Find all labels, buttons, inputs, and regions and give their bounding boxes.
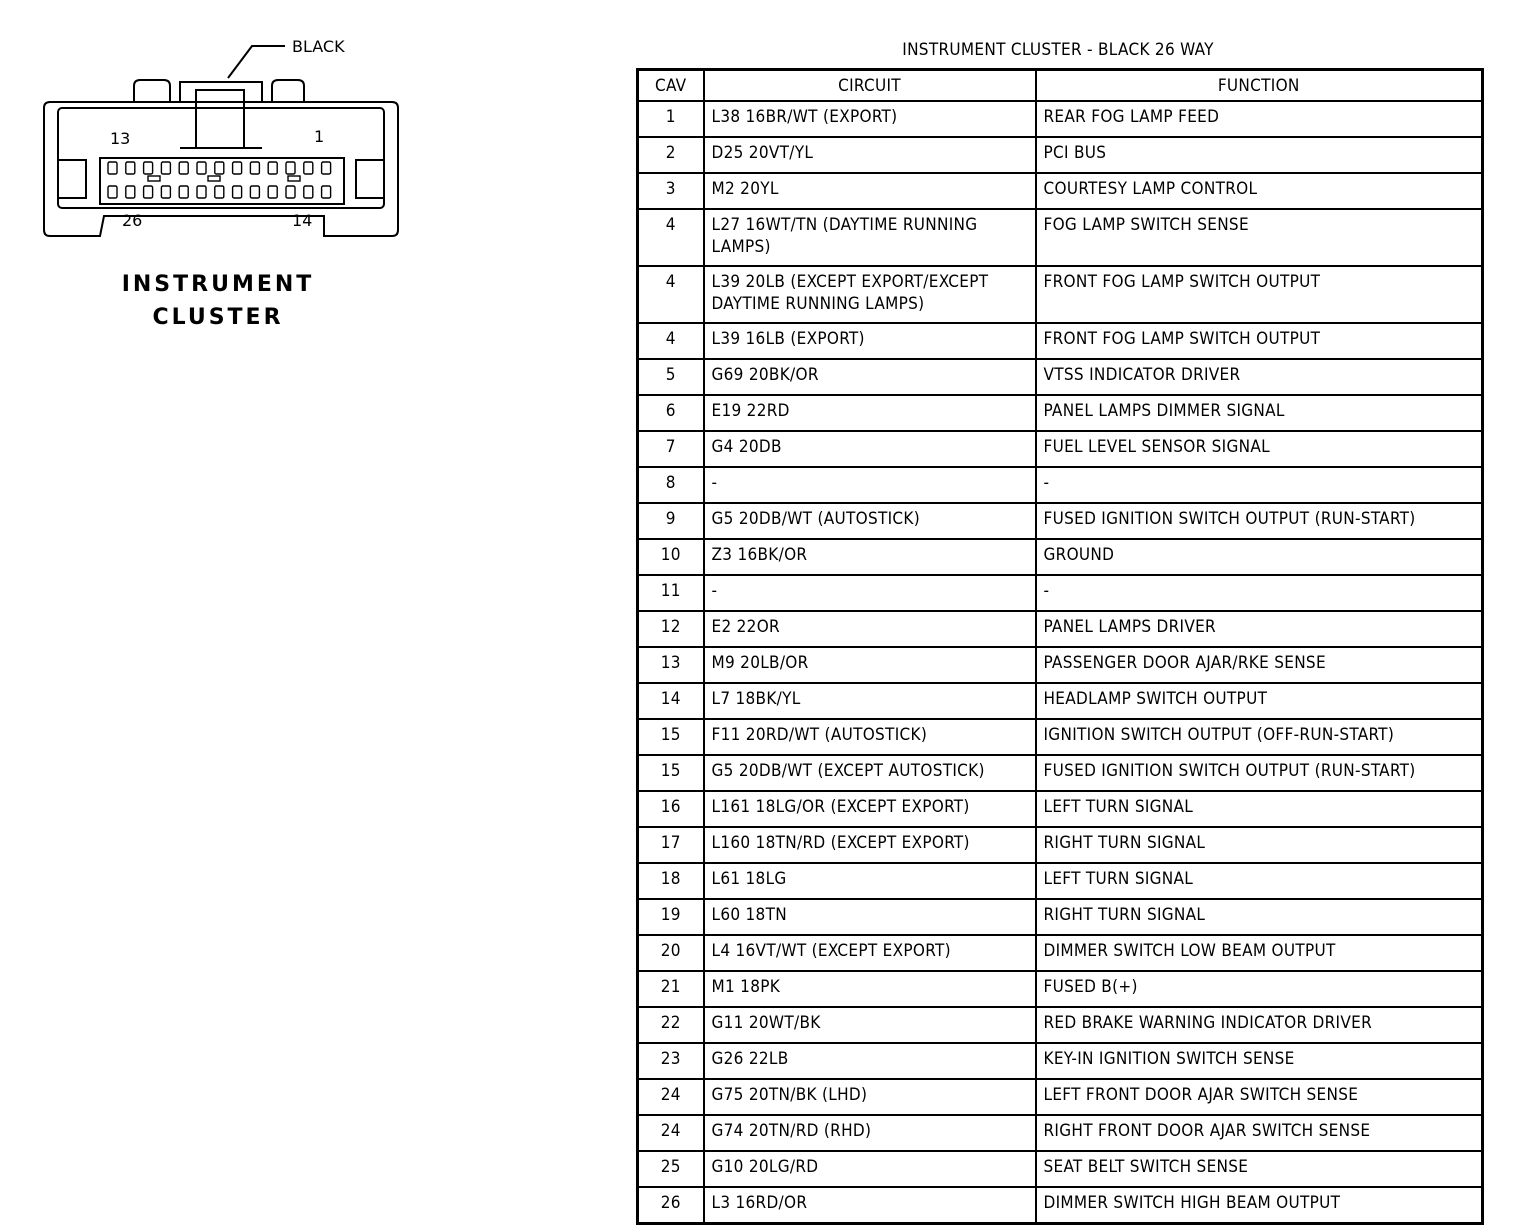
pin-cavity [161, 162, 170, 174]
cav-cell: 18 [638, 863, 704, 899]
table-row [638, 863, 1483, 899]
function-cell: RED BRAKE WARNING INDICATOR DRIVER [1036, 1007, 1483, 1043]
circuit-cell: L60 18TN [704, 899, 1036, 935]
pin-cavity [250, 186, 259, 198]
circuit-cell: L160 18TN/RD (EXCEPT EXPORT) [704, 827, 1036, 863]
keying-slot [288, 176, 300, 181]
pin-label-26: 26 [122, 211, 143, 230]
keying-slot [148, 176, 160, 181]
function-cell: FUSED IGNITION SWITCH OUTPUT (RUN-START) [1036, 503, 1483, 539]
cav-cell: 16 [638, 791, 704, 827]
circuit-cell: G11 20WT/BK [704, 1007, 1036, 1043]
pin-cavity [108, 186, 117, 198]
function-cell: SEAT BELT SWITCH SENSE [1036, 1151, 1483, 1187]
cav-cell: 1 [638, 101, 704, 137]
function-cell: DIMMER SWITCH LOW BEAM OUTPUT [1036, 935, 1483, 971]
table-row [638, 323, 1483, 359]
cav-cell: 20 [638, 935, 704, 971]
function-cell: RIGHT TURN SIGNAL [1036, 899, 1483, 935]
cav-cell: 24 [638, 1079, 704, 1115]
pin-cavity [144, 186, 153, 198]
pin-cavity [322, 186, 331, 198]
cav-cell: 23 [638, 1043, 704, 1079]
cav-cell: 21 [638, 971, 704, 1007]
function-cell: FUEL LEVEL SENSOR SIGNAL [1036, 431, 1483, 467]
cav-cell: 9 [638, 503, 704, 539]
cav-cell: 4 [638, 323, 704, 359]
function-cell: IGNITION SWITCH OUTPUT (OFF-RUN-START) [1036, 719, 1483, 755]
cav-cell: 26 [638, 1187, 704, 1224]
table-row [638, 1115, 1483, 1151]
circuit-cell: G5 20DB/WT (EXCEPT AUTOSTICK) [704, 755, 1036, 791]
pin-cavity [233, 186, 242, 198]
pin-label-13: 13 [110, 129, 131, 148]
circuit-cell: G4 20DB [704, 431, 1036, 467]
circuit-cell: G5 20DB/WT (AUTOSTICK) [704, 503, 1036, 539]
table-row [638, 1151, 1483, 1187]
function-cell: - [1036, 467, 1483, 503]
connector-pins [108, 162, 331, 198]
table-row [638, 431, 1483, 467]
function-cell: PANEL LAMPS DIMMER SIGNAL [1036, 395, 1483, 431]
cav-cell: 12 [638, 611, 704, 647]
table-row [638, 935, 1483, 971]
cav-cell: 19 [638, 899, 704, 935]
header-cav: CAV [638, 70, 704, 102]
table-row [638, 719, 1483, 755]
function-cell: REAR FOG LAMP FEED [1036, 101, 1483, 137]
table-row [638, 899, 1483, 935]
function-cell: PASSENGER DOOR AJAR/RKE SENSE [1036, 647, 1483, 683]
circuit-cell: G26 22LB [704, 1043, 1036, 1079]
function-cell: LEFT FRONT DOOR AJAR SWITCH SENSE [1036, 1079, 1483, 1115]
cav-cell: 22 [638, 1007, 704, 1043]
table-row [638, 1187, 1483, 1224]
function-cell: RIGHT TURN SIGNAL [1036, 827, 1483, 863]
table-row [638, 503, 1483, 539]
header-function: FUNCTION [1036, 70, 1483, 102]
cav-cell: 17 [638, 827, 704, 863]
circuit-cell: - [704, 467, 1036, 503]
pin-cavity [144, 162, 153, 174]
circuit-cell: L3 16RD/OR [704, 1187, 1036, 1224]
pin-cavity [322, 162, 331, 174]
pin-label-14: 14 [292, 211, 313, 230]
pin-cavity [268, 186, 277, 198]
circuit-cell: D25 20VT/YL [704, 137, 1036, 173]
table-row [638, 173, 1483, 209]
table-row [638, 611, 1483, 647]
circuit-cell: E19 22RD [704, 395, 1036, 431]
table-row [638, 575, 1483, 611]
cav-cell: 10 [638, 539, 704, 575]
circuit-cell: G10 20LG/RD [704, 1151, 1036, 1187]
connector-diagram [30, 30, 410, 245]
circuit-cell: - [704, 575, 1036, 611]
function-cell: FUSED B(+) [1036, 971, 1483, 1007]
pin-cavity [108, 162, 117, 174]
circuit-cell: L161 18LG/OR (EXCEPT EXPORT) [704, 791, 1036, 827]
cav-cell: 13 [638, 647, 704, 683]
connector-title-line1: INSTRUMENT [121, 272, 315, 297]
table-row [638, 266, 1483, 323]
color-label: BLACK [292, 37, 345, 56]
table-row [638, 539, 1483, 575]
pin-label-1: 1 [314, 127, 325, 146]
table-row [638, 1007, 1483, 1043]
pin-cavity [179, 186, 188, 198]
pin-cavity [179, 162, 188, 174]
cav-cell: 15 [638, 755, 704, 791]
circuit-cell: L39 16LB (EXPORT) [704, 323, 1036, 359]
function-cell: PCI BUS [1036, 137, 1483, 173]
pin-cavity [233, 162, 242, 174]
circuit-cell: L27 16WT/TN (DAYTIME RUNNING LAMPS) [704, 209, 1036, 266]
circuit-cell: E2 22OR [704, 611, 1036, 647]
table-row [638, 755, 1483, 791]
pin-cavity [126, 162, 135, 174]
function-cell: RIGHT FRONT DOOR AJAR SWITCH SENSE [1036, 1115, 1483, 1151]
table-row [638, 1079, 1483, 1115]
table-row [638, 1043, 1483, 1079]
function-cell: LEFT TURN SIGNAL [1036, 791, 1483, 827]
table-row [638, 395, 1483, 431]
circuit-cell: L38 16BR/WT (EXPORT) [704, 101, 1036, 137]
cav-cell: 6 [638, 395, 704, 431]
pin-cavity [250, 162, 259, 174]
pinout-table [636, 68, 1484, 1225]
table-row [638, 467, 1483, 503]
pin-cavity [126, 186, 135, 198]
circuit-cell: L61 18LG [704, 863, 1036, 899]
cav-cell: 7 [638, 431, 704, 467]
circuit-cell: M9 20LB/OR [704, 647, 1036, 683]
table-header-row [638, 70, 1483, 102]
pin-cavity [268, 162, 277, 174]
cav-cell: 4 [638, 266, 704, 323]
cav-cell: 15 [638, 719, 704, 755]
cav-cell: 4 [638, 209, 704, 266]
cav-cell: 3 [638, 173, 704, 209]
color-label-leader [228, 46, 285, 78]
pin-cavity [197, 162, 206, 174]
function-cell: VTSS INDICATOR DRIVER [1036, 359, 1483, 395]
table-row [638, 137, 1483, 173]
keying-slot [208, 176, 220, 181]
cav-cell: 25 [638, 1151, 704, 1187]
pin-cavity [304, 162, 313, 174]
function-cell: COURTESY LAMP CONTROL [1036, 173, 1483, 209]
function-cell: KEY-IN IGNITION SWITCH SENSE [1036, 1043, 1483, 1079]
function-cell: HEADLAMP SWITCH OUTPUT [1036, 683, 1483, 719]
circuit-cell: G75 20TN/BK (LHD) [704, 1079, 1036, 1115]
cav-cell: 5 [638, 359, 704, 395]
table-title: INSTRUMENT CLUSTER - BLACK 26 WAY [902, 40, 1214, 60]
table-row [638, 971, 1483, 1007]
table-body [638, 101, 1483, 1224]
circuit-cell: M1 18PK [704, 971, 1036, 1007]
pin-cavity [304, 186, 313, 198]
function-cell: - [1036, 575, 1483, 611]
pin-cavity [286, 186, 295, 198]
circuit-cell: Z3 16BK/OR [704, 539, 1036, 575]
function-cell: LEFT TURN SIGNAL [1036, 863, 1483, 899]
function-cell: GROUND [1036, 539, 1483, 575]
pin-cavity [215, 186, 224, 198]
cav-cell: 11 [638, 575, 704, 611]
function-cell: DIMMER SWITCH HIGH BEAM OUTPUT [1036, 1187, 1483, 1224]
circuit-cell: G69 20BK/OR [704, 359, 1036, 395]
pin-cavity [286, 162, 295, 174]
connector-title-line2: CLUSTER [152, 305, 284, 330]
circuit-cell: L39 20LB (EXCEPT EXPORT/EXCEPT DAYTIME RUNNING LAMPS) [704, 266, 1036, 323]
circuit-cell: M2 20YL [704, 173, 1036, 209]
cav-cell: 14 [638, 683, 704, 719]
circuit-cell: L4 16VT/WT (EXCEPT EXPORT) [704, 935, 1036, 971]
function-cell: PANEL LAMPS DRIVER [1036, 611, 1483, 647]
circuit-cell: L7 18BK/YL [704, 683, 1036, 719]
function-cell: FUSED IGNITION SWITCH OUTPUT (RUN-START) [1036, 755, 1483, 791]
function-cell: FRONT FOG LAMP SWITCH OUTPUT [1036, 266, 1483, 323]
function-cell: FRONT FOG LAMP SWITCH OUTPUT [1036, 323, 1483, 359]
table-row [638, 683, 1483, 719]
table-row [638, 827, 1483, 863]
pin-cavity [197, 186, 206, 198]
header-circuit: CIRCUIT [704, 70, 1036, 102]
table-row [638, 791, 1483, 827]
function-cell: FOG LAMP SWITCH SENSE [1036, 209, 1483, 266]
pin-cavity [161, 186, 170, 198]
pin-cavity [215, 162, 224, 174]
table-row [638, 359, 1483, 395]
circuit-cell: G74 20TN/RD (RHD) [704, 1115, 1036, 1151]
cav-cell: 8 [638, 467, 704, 503]
cav-cell: 2 [638, 137, 704, 173]
table-row [638, 647, 1483, 683]
cav-cell: 24 [638, 1115, 704, 1151]
circuit-cell: F11 20RD/WT (AUTOSTICK) [704, 719, 1036, 755]
table-row [638, 209, 1483, 266]
table-row [638, 101, 1483, 137]
